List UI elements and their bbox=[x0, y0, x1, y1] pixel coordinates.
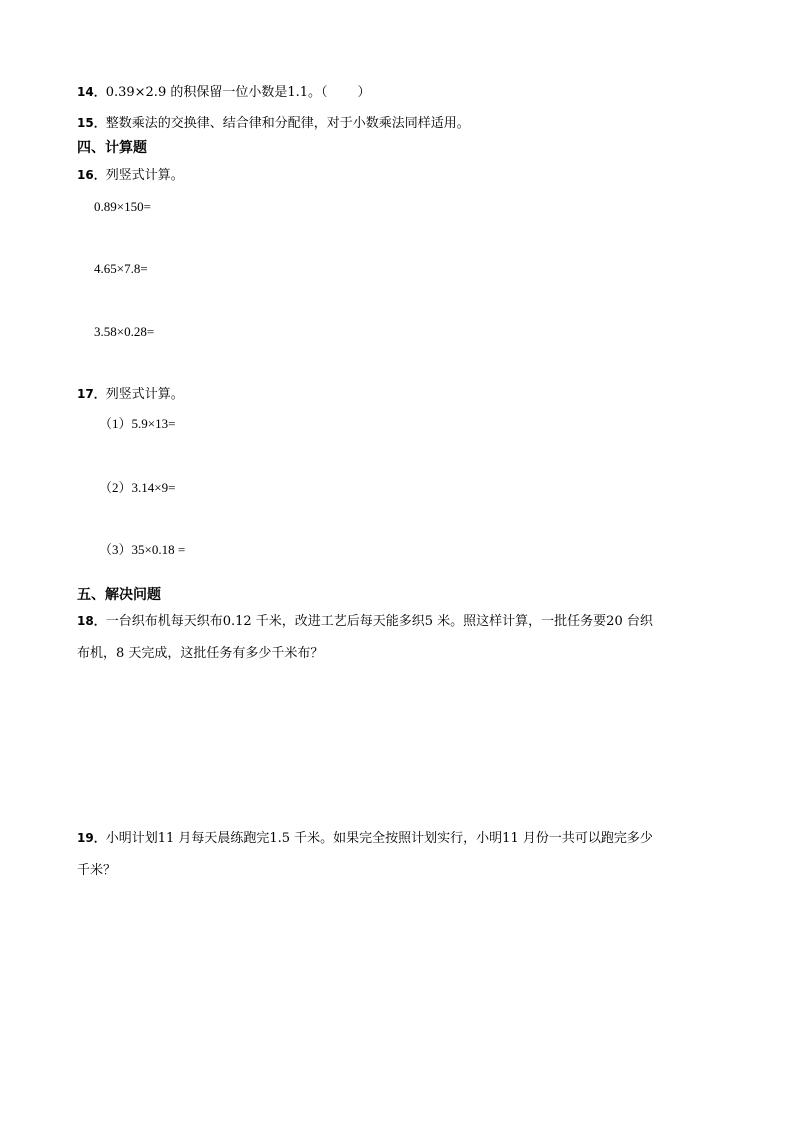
question-number: 17． bbox=[77, 387, 106, 401]
question-19-line-1 bbox=[77, 829, 653, 848]
question-16 bbox=[77, 166, 184, 185]
q16-item-3: 3.58×0.28= bbox=[94, 324, 155, 339]
question-text: 整数乘法的交换律、结合律和分配律，对于小数乘法同样适用。 bbox=[105, 116, 470, 131]
question-text: 0.39×2.9 的积保留一位小数是1.1。（ bbox=[105, 85, 328, 100]
question-number: 18． bbox=[77, 614, 106, 628]
question-text-end: ） bbox=[357, 85, 371, 100]
section-title-calculation: 四、计算题 bbox=[77, 140, 147, 156]
question-number: 15． bbox=[77, 116, 106, 130]
question-18-line-2: 布机，8 天完成，这批任务有多少千米布？ bbox=[77, 646, 324, 661]
question-15 bbox=[77, 114, 470, 133]
q17-item-3: （3）35×0.18 = bbox=[99, 542, 186, 557]
question-19-line-2: 千米？ bbox=[77, 863, 117, 878]
question-18-line-1 bbox=[77, 612, 653, 631]
question-text: 小明计划11 月每天晨练跑完1.5 千米。如果完全按照计划实行，小明11 月份一共可以跑完多少 bbox=[105, 831, 653, 846]
question-text: 一台织布机每天织布0.12 千米，改进工艺后每天能多织5 米。照这样计算，一批任务要20 台织 bbox=[105, 614, 653, 629]
question-number: 19． bbox=[77, 831, 106, 845]
question-17 bbox=[77, 385, 184, 404]
question-text: 列竖式计算。 bbox=[105, 168, 184, 183]
q17-item-1: （1）5.9×13= bbox=[99, 416, 176, 431]
question-14 bbox=[77, 83, 371, 102]
question-number: 14． bbox=[77, 85, 106, 99]
section-title-problem-solving: 五、解决问题 bbox=[77, 587, 161, 603]
question-text: 列竖式计算。 bbox=[105, 387, 184, 402]
q17-item-2: （2）3.14×9= bbox=[99, 480, 176, 495]
q16-item-1: 0.89×150= bbox=[94, 199, 151, 214]
q16-item-2: 4.65×7.8= bbox=[94, 261, 148, 276]
question-number: 16． bbox=[77, 168, 106, 182]
